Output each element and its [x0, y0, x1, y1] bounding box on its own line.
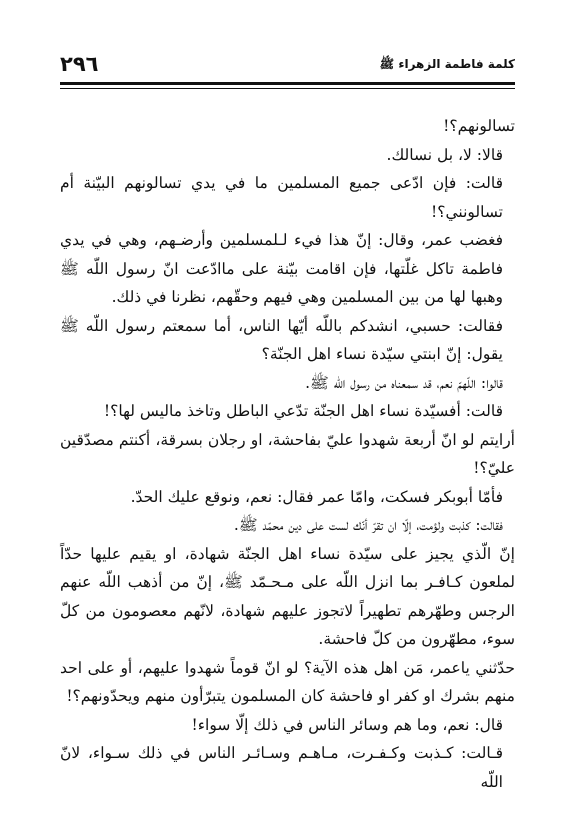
running-title: كلمة فاطمة الزهراء ﷺ — [379, 57, 515, 71]
paragraph: أرايتم لو انّ أربعة شهدوا عليّ بفاحشة، او رجلان بسرقة، أكنتم مصدّقين عليّ؟! — [60, 430, 515, 477]
paragraph: قالا: لا، بل نسالك. — [386, 145, 503, 164]
paragraph: إنّ الّذي يجيز على سيّدة نساء اهل الجنّة شهادة، او يقيم عليها حدّاً لملعون كـافـر بما انزل اللّه على مـحـمّد ﷺ، إنّ من أذهب اللّه عنهم الرجس وطهّرهم تطهيراً لاتجوز عليهم شهادة، لانّهم معصومون من كلّ سوء، مطهّرون من كلّ فاحشة. — [60, 544, 515, 648]
paragraph: فقالت: حسبي، انشدكم باللّه أيّها الناس، أما سمعتم رسول اللّه ﷺ يقول: إنّ ابنتي سيّدة نساء اهل الجنّة؟ — [60, 316, 503, 363]
page-header — [60, 52, 515, 80]
paragraph: تسالونهم؟! — [443, 117, 515, 135]
paragraph: حدّثني ياعمر، مَن اهل هذه الآية؟ لو انّ قوماً شهدوا عليهم، أو على احد منهم بشرك او كفر او فاحشة كان المسلمون يتبرّأون منهم ويحدّونهم؟! — [60, 658, 515, 705]
paragraph: فأمّا أبوبكر فسكت، وامّا عمر فقال: نعم، ونوقع عليك الحدّ. — [130, 487, 503, 506]
header-rule-thin — [60, 88, 515, 89]
paragraph: قـالت: كـذبت وكـفـرت، مـاهـم وسـائـر الناس في ذلك سـواء، لانّ اللّه — [60, 744, 503, 791]
paragraph: قالوا: اللّهمّ نعم، قد سمعناه من رسول اللّه ﷺ. — [305, 373, 503, 392]
header-rule-thick — [60, 82, 515, 85]
paragraph: فغضب عمر، وقال: إنّ هذا فيء لـلمسلمين وأرضـهم، وهي في يدي فاطمة تاكل غلّتها، فإن اقامت بيّنة على ماادّعت انّ رسول اللّه ﷺ وهبها لها من بين المسلمين وهي فيهم وحقّهم، نظرنا في ذلك. — [60, 231, 503, 306]
paragraph: قالت: فإن ادّعى جميع المسلمين ما في يدي تسالونهم البيّنة أم تسالونني؟! — [60, 174, 503, 221]
paragraph: قالت: أفسيّدة نساء اهل الجنّة تدّعي الباطل وتاخذ ماليس لها؟! — [103, 402, 503, 420]
page-body — [60, 112, 515, 796]
paragraph: فقالت: كذبت ولؤمت، إلّا ان تقرّ أنّك لست على دين محمّد ﷺ. — [233, 516, 503, 534]
page-number: ٢٩٦ — [60, 52, 99, 76]
paragraph: قال: نعم، وما هم وسائر الناس في ذلك إلّا سواء! — [191, 715, 503, 734]
